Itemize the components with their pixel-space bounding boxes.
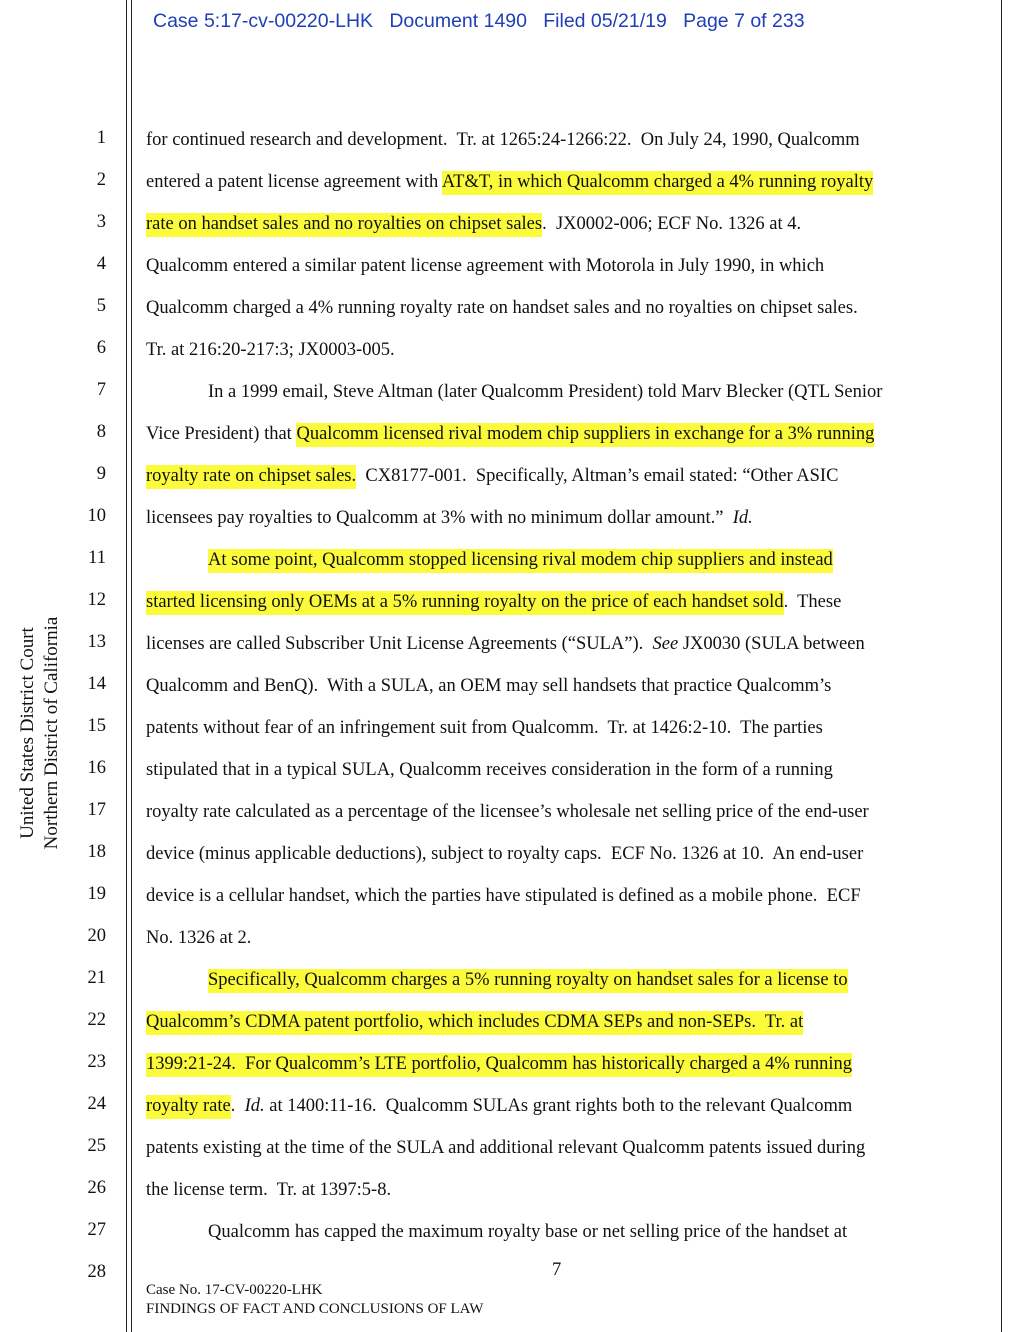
text-segment: the license term. Tr. at 1397:5-8. <box>146 1180 392 1200</box>
text-line <box>146 1178 391 1202</box>
text-line <box>146 758 833 782</box>
text-line <box>146 632 865 656</box>
text-line <box>146 1010 803 1034</box>
line-number: 15 <box>87 716 106 736</box>
text-line <box>146 128 860 152</box>
margin-rule-left-inner <box>131 0 132 1332</box>
line-number: 20 <box>87 926 106 946</box>
text-segment: device is a cellular handset, which the parties have stipulated is defined as a mobile phone. ECF <box>146 886 861 906</box>
line-number: 9 <box>96 464 106 484</box>
text-segment: licenses are called Subscriber Unit License Agreements (“SULA”). <box>146 634 653 654</box>
line-number: 16 <box>87 758 106 778</box>
court-name-line-1: United States District Court <box>17 627 38 839</box>
line-number: 4 <box>96 254 106 274</box>
line-number: 22 <box>87 1010 106 1030</box>
highlighted-text: AT&T, in which Qualcomm charged a 4% running royalty <box>442 171 873 195</box>
text-line <box>208 968 848 992</box>
text-segment: See <box>652 634 679 654</box>
text-segment: at 1400:11-16. Qualcomm SULAs grant rights both to the relevant Qualcomm <box>264 1096 853 1116</box>
text-segment: device (minus applicable deductions), subject to royalty caps. ECF No. 1326 at 10. An end-user <box>146 844 864 864</box>
margin-rule-left-outer <box>126 0 127 1332</box>
line-number: 21 <box>87 968 106 988</box>
line-number: 28 <box>87 1262 106 1282</box>
text-segment: . These <box>783 592 842 612</box>
text-line <box>208 548 833 572</box>
line-number: 18 <box>87 842 106 862</box>
text-segment: Qualcomm charged a 4% running royalty rate on handset sales and no royalties on chipset sales. <box>146 298 858 318</box>
text-line <box>146 296 858 320</box>
case-header <box>153 10 805 33</box>
text-line <box>208 1220 847 1244</box>
line-number: 27 <box>87 1220 106 1240</box>
highlighted-text: At some point, Qualcomm stopped licensing rival modem chip suppliers and instead <box>208 549 833 573</box>
text-segment: Id. <box>732 508 753 528</box>
line-number: 17 <box>87 800 106 820</box>
text-line <box>146 338 395 362</box>
text-line <box>146 716 823 740</box>
highlighted-text: started licensing only OEMs at a 5% running royalty on the price of each handset sold <box>146 591 784 615</box>
highlighted-text: Specifically, Qualcomm charges a 5% running royalty on handset sales for a license to <box>208 969 848 993</box>
highlighted-text: Qualcomm’s CDMA patent portfolio, which includes CDMA SEPs and non-SEPs. Tr. at <box>146 1011 803 1035</box>
text-segment: . <box>230 1096 245 1116</box>
line-number: 14 <box>87 674 106 694</box>
text-segment: . JX0002-006; ECF No. 1326 at 4. <box>542 214 802 234</box>
highlighted-text: royalty rate on chipset sales. <box>146 465 356 489</box>
text-segment: for continued research and development. Tr. at 1265:24-1266:22. On July 24, 1990, Qualcomm <box>146 130 860 150</box>
text-line <box>146 926 251 950</box>
text-line <box>146 464 838 488</box>
highlighted-text: royalty rate <box>146 1095 231 1119</box>
text-segment: Qualcomm has capped the maximum royalty base or net selling price of the handset at <box>208 1222 848 1242</box>
text-segment: stipulated that in a typical SULA, Qualcomm receives consideration in the form of a running <box>146 760 833 780</box>
text-line <box>146 170 873 194</box>
text-segment: entered a patent license agreement with <box>146 172 442 192</box>
line-number: 5 <box>96 296 106 316</box>
text-line <box>146 506 753 530</box>
line-number: 7 <box>96 380 106 400</box>
header-page: Page 7 of 233 <box>683 10 805 32</box>
line-number: 11 <box>88 548 106 568</box>
line-number: 1 <box>96 128 106 148</box>
line-number: 3 <box>96 212 106 232</box>
line-number: 2 <box>96 170 106 190</box>
text-line <box>146 422 874 446</box>
text-line <box>208 380 882 404</box>
text-segment: No. 1326 at 2. <box>146 928 252 948</box>
text-line <box>146 212 801 236</box>
text-segment: Vice President) that <box>146 424 297 444</box>
text-line <box>146 1094 852 1118</box>
line-number: 24 <box>87 1094 106 1114</box>
line-number: 13 <box>87 632 106 652</box>
margin-rule-right <box>1001 0 1002 1332</box>
line-number: 19 <box>87 884 106 904</box>
line-number: 10 <box>87 506 106 526</box>
page-number: 7 <box>552 1260 562 1280</box>
text-segment: Qualcomm and BenQ). With a SULA, an OEM may sell handsets that practice Qualcomm’s <box>146 676 832 696</box>
footer-document-title: FINDINGS OF FACT AND CONCLUSIONS OF LAW <box>146 1301 484 1317</box>
text-segment: Qualcomm entered a similar patent license agreement with Motorola in July 1990, in which <box>146 256 825 276</box>
line-number: 12 <box>87 590 106 610</box>
line-number: 8 <box>96 422 106 442</box>
text-segment: Id. <box>244 1096 265 1116</box>
highlighted-text: 1399:21-24. For Qualcomm’s LTE portfolio, Qualcomm has historically charged a 4% running <box>146 1053 852 1077</box>
text-segment: JX0030 (SULA between <box>678 634 865 654</box>
text-segment: patents without fear of an infringement suit from Qualcomm. Tr. at 1426:2-10. The parties <box>146 718 823 738</box>
text-segment: In a 1999 email, Steve Altman (later Qualcomm President) told Marv Blecker (QTL Senior <box>208 382 883 402</box>
line-number: 6 <box>96 338 106 358</box>
header-document: Document 1490 <box>389 10 527 32</box>
footer-case-number: Case No. 17-CV-00220-LHK <box>146 1282 323 1298</box>
line-number: 25 <box>87 1136 106 1156</box>
text-line <box>146 884 861 908</box>
text-segment: Tr. at 216:20-217:3; JX0003-005. <box>146 340 395 360</box>
text-line <box>146 800 869 824</box>
highlighted-text: Qualcomm licensed rival modem chip suppliers in exchange for a 3% running <box>296 423 874 447</box>
court-name-line-2: Northern District of California <box>41 616 62 850</box>
text-line <box>146 842 863 866</box>
text-segment: CX8177-001. Specifically, Altman’s email stated: “Other ASIC <box>356 466 839 486</box>
text-line <box>146 254 824 278</box>
line-number: 23 <box>87 1052 106 1072</box>
text-line <box>146 590 841 614</box>
line-number: 26 <box>87 1178 106 1198</box>
header-case: Case 5:17-cv-00220-LHK <box>153 10 374 32</box>
text-line <box>146 1136 865 1160</box>
text-segment: royalty rate calculated as a percentage of the licensee’s wholesale net selling price of the end-user <box>146 802 869 822</box>
text-line <box>146 674 831 698</box>
header-filed: Filed 05/21/19 <box>543 10 667 32</box>
text-segment: patents existing at the time of the SULA and additional relevant Qualcomm patents issued during <box>146 1138 866 1158</box>
text-segment: licensees pay royalties to Qualcomm at 3% with no minimum dollar amount.” <box>146 508 733 528</box>
text-line <box>146 1052 852 1076</box>
highlighted-text: rate on handset sales and no royalties on chipset sales <box>146 213 542 237</box>
